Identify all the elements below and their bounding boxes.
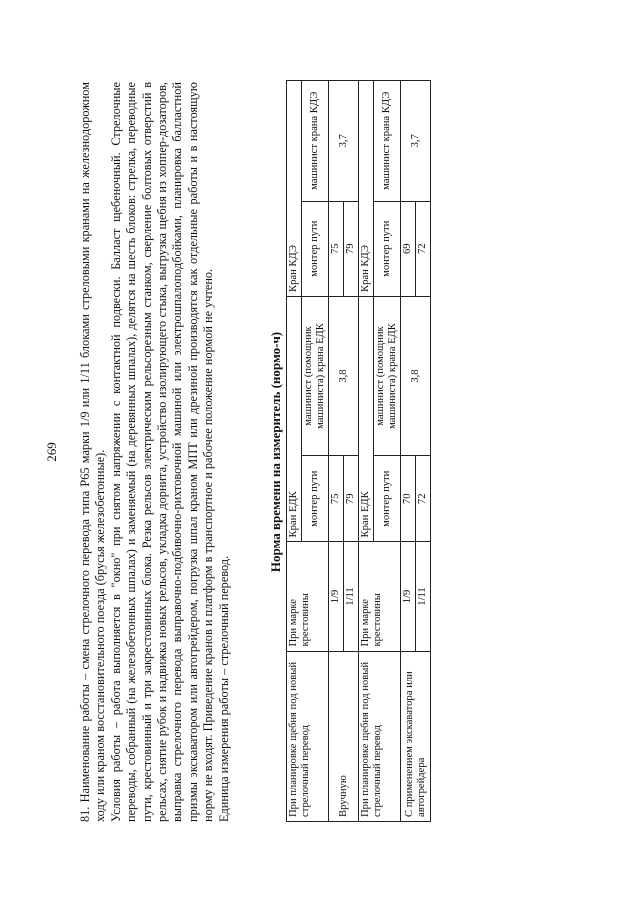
col-monter-kde: монтер пути	[302, 201, 329, 296]
body-text	[78, 82, 232, 822]
row-label: При планировке щебня под новый стрелочный перевод	[359, 651, 401, 821]
crane-edk-header: Кран ЕДК	[287, 296, 302, 541]
table-cell: 3,8	[401, 296, 431, 455]
table-cell: 3,7	[401, 81, 431, 202]
table-cell: 79	[344, 456, 359, 542]
paragraph-conditions: Условия работы – работа выполняется в "окно" при снятом напряжении с контактной подвески. Балласт щебеночный. Стрелочные переводы, собранный (на железобетонных шпалах) и заменяемый (на деревянных шпалах), делятся на шесть блоков: стрелка, переводные пути, крестовинный и три закрестовинных блока. Резка рельсов электрическим рельсорезным станком, сверление болтовых отверстий в рельсах, снятие рубок и надвижка новых рельсов, укладка дорнита, устройство изолирующего стыка, выгрузка щебня из хоппер-дозаторов, выправка стрелочного перевода выправочно-подбивочно-рихтовочной машиной или электрошпалоподбойками, планировка балластной призмы экскаватором или автогрейдером, погрузка шпал краном МПТ или дрезиной производятся как отдельные работы и в настоящую норму не входят. Приведение кранов и платформ в транспортное и рабочее положение нормой не учтено.	[108, 82, 216, 822]
col-monter-edk: монтер пути	[374, 456, 401, 542]
crane-kde-header: Кран КДЭ	[287, 81, 302, 297]
table-cell: 72	[416, 201, 431, 296]
paragraph-unit: Единица измерения работы – стрелочный перевод.	[216, 555, 231, 822]
col-machinist-kde: машинист крана КДЭ	[302, 81, 329, 202]
row-label: Вручную	[329, 651, 359, 821]
table-row	[359, 81, 374, 822]
table-cell: 1/9	[329, 542, 344, 651]
table-cell: 1/9	[401, 542, 416, 651]
mark-header: При марке крестовины	[287, 542, 329, 651]
row-label: С применением экскаватора или автогрейдера	[401, 651, 431, 821]
table-cell: 3,7	[329, 81, 359, 202]
col-monter-edk: монтер пути	[302, 456, 329, 542]
table-cell: 79	[344, 201, 359, 296]
table-row	[329, 81, 344, 822]
table-cell: 1/11	[416, 542, 431, 651]
paragraph-title: 81. Наименование работы – смена стрелочного перевода типа Р65 марки 1/9 или 1/11 блоками стреловыми кранами на железнодорожном ходу или краном восстановительного поезда (брусья железобетонные).	[78, 82, 108, 822]
table-row	[401, 81, 416, 822]
norms-table	[286, 80, 431, 822]
table-cell: 3,8	[329, 296, 359, 455]
table-title: Норма времени на измеритель (нормо-ч)	[268, 331, 283, 573]
crane-edk-header: Кран ЕДК	[359, 296, 374, 541]
page-number: 269	[44, 442, 59, 462]
table-cell: 75	[329, 201, 344, 296]
table-cell: 75	[329, 456, 344, 542]
col-machinist-edk: машинист (помощник машиниста) крана ЕДК	[302, 296, 329, 455]
col-monter-kde: монтер пути	[374, 201, 401, 296]
mark-header: При марке крестовины	[359, 542, 401, 651]
table-row	[287, 81, 302, 822]
table-cell: 70	[401, 456, 416, 542]
crane-kde-header: Кран КДЭ	[359, 81, 374, 297]
col-machinist-edk: машинист (помощник машиниста) крана ЕДК	[374, 296, 401, 455]
col-machinist-kde: машинист крана КДЭ	[374, 81, 401, 202]
table-cell: 69	[401, 201, 416, 296]
table-cell: 1/11	[344, 542, 359, 651]
table-cell: 72	[416, 456, 431, 542]
rotated-content	[44, 52, 604, 852]
row-label: При планировке щебня под новый стрелочный перевод	[287, 651, 329, 821]
